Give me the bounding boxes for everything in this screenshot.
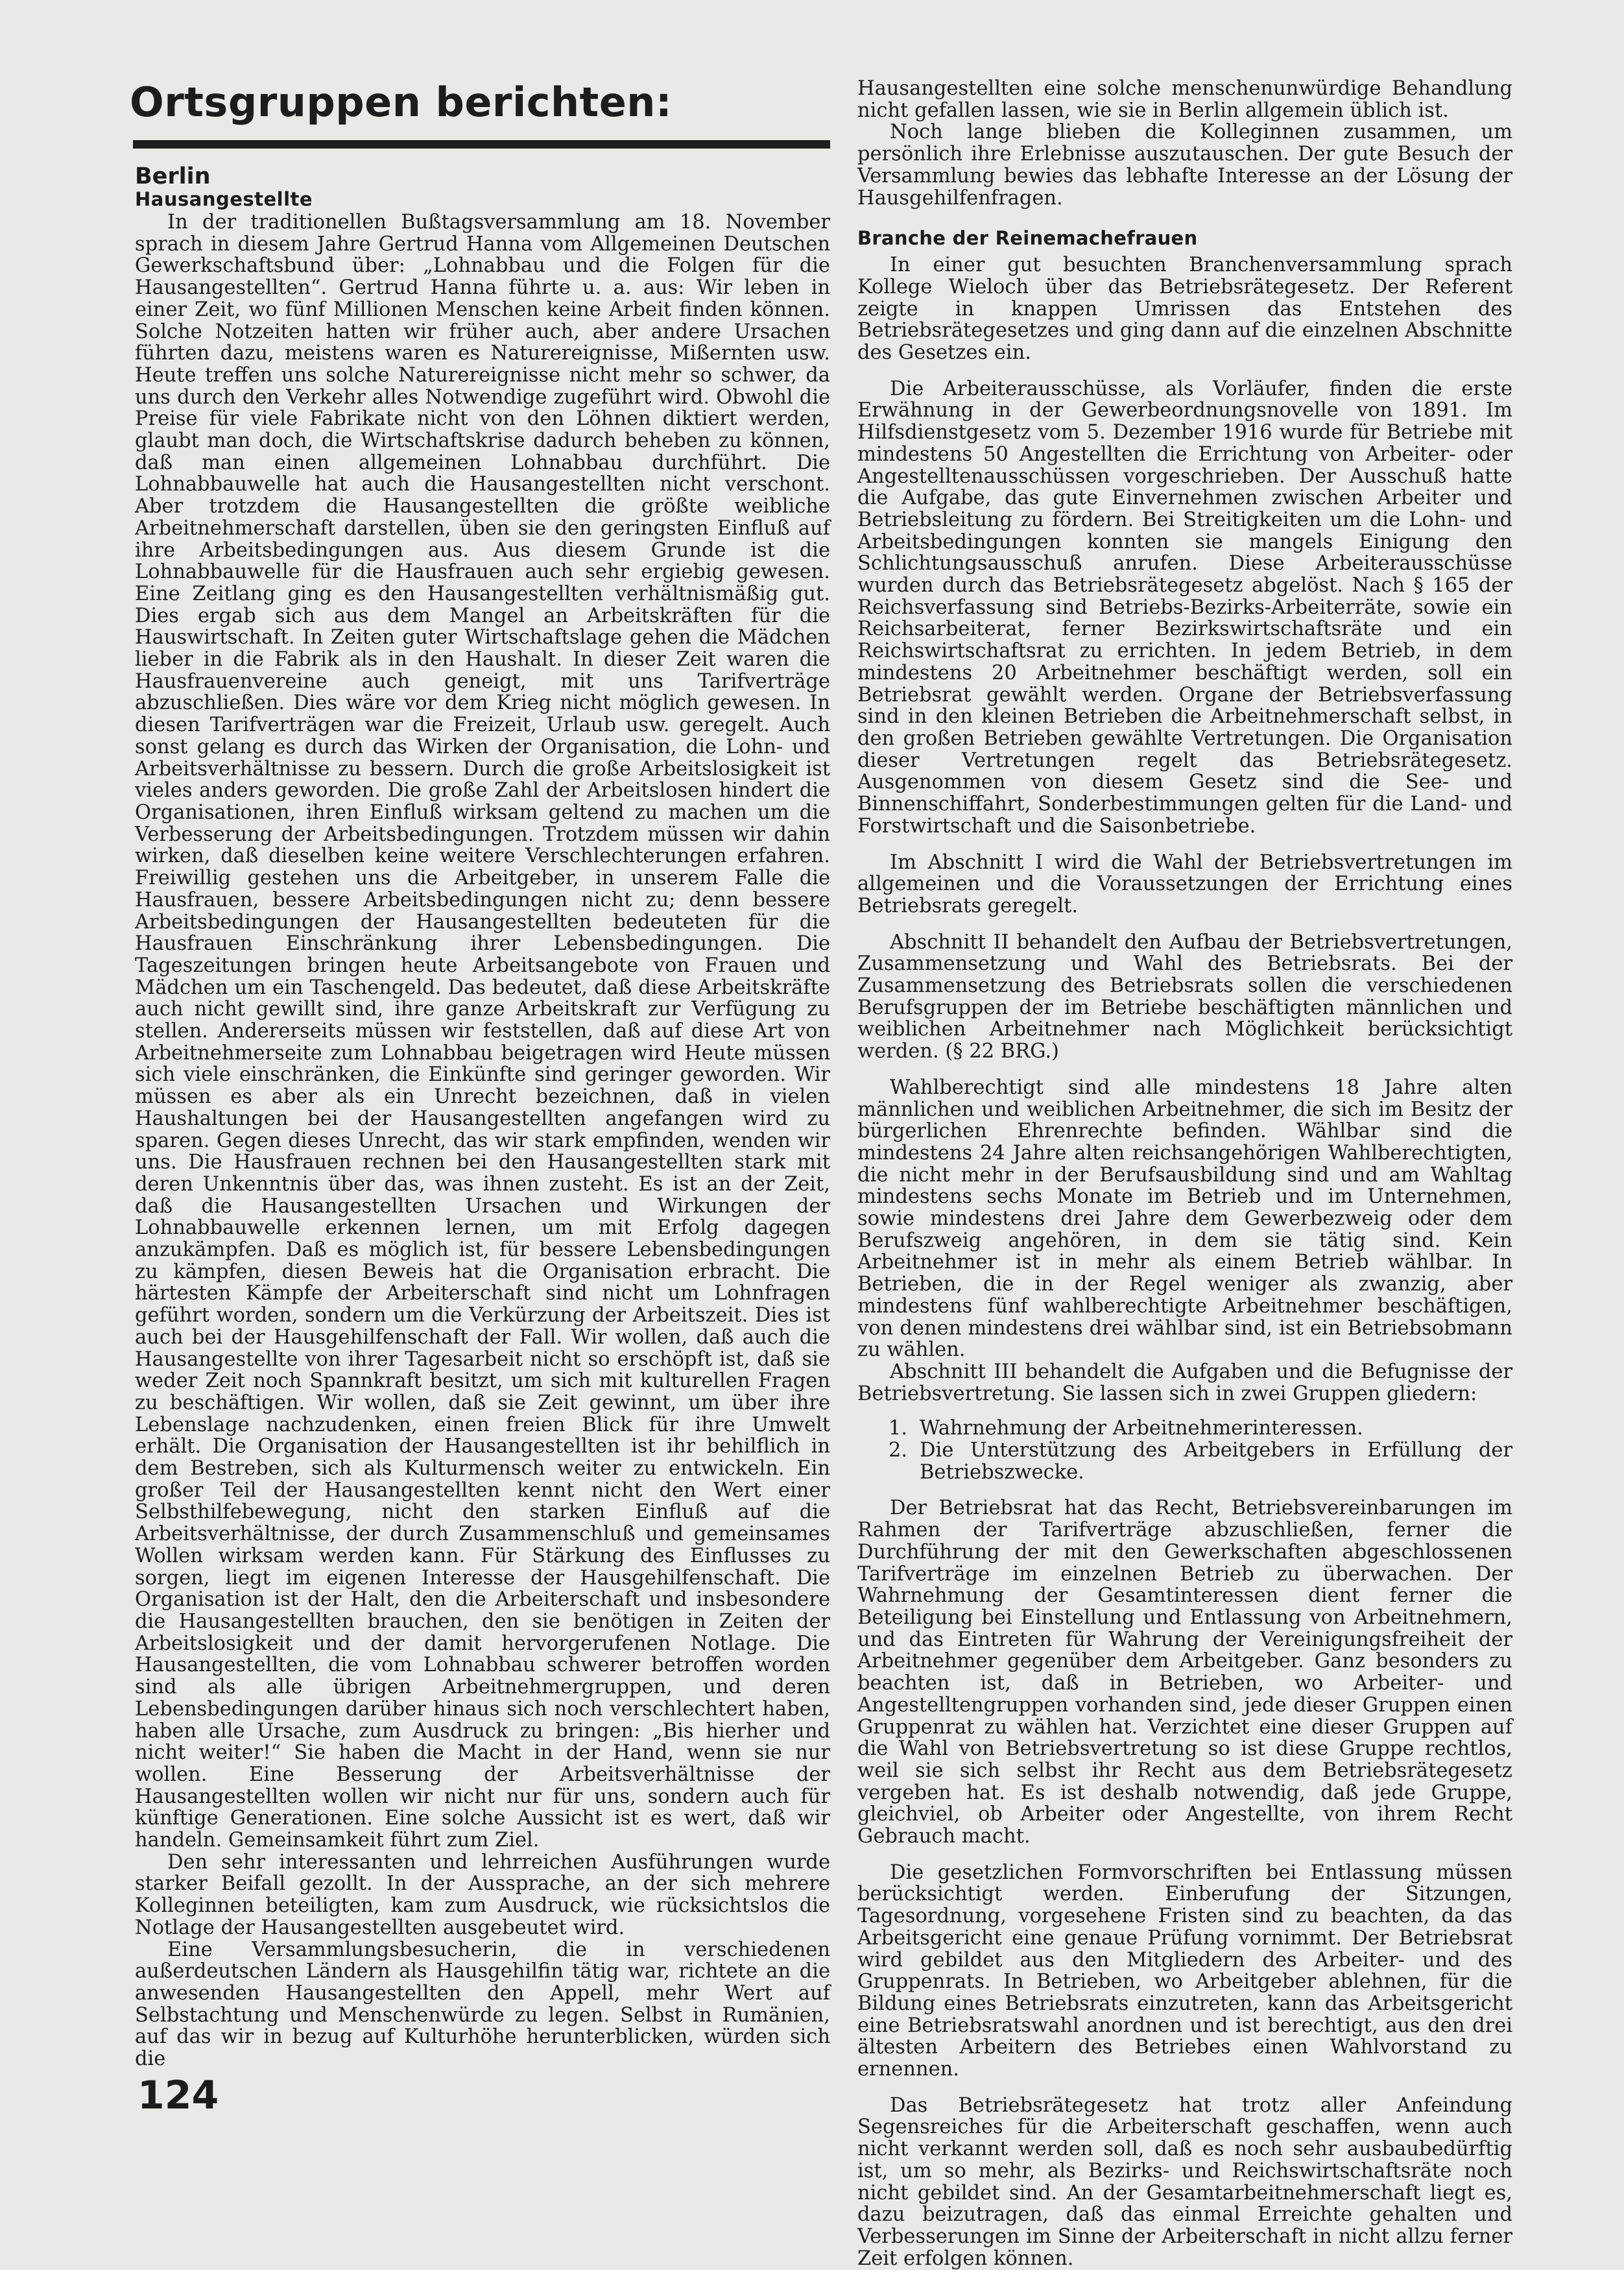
paragraph: Hausangestellten eine solche menschenunwürdige Behandlung nicht gefallen lassen, wie sie in Berlin allgemein üblich ist.	[857, 77, 1512, 122]
paragraph: Abschnitt II behandelt den Aufbau der Betriebsvertretungen, Zusammensetzung und Wahl des Betriebsrats. Bei der Zusammensetzung des Betriebsrats sollen die verschiedenen Berufsgruppen der im Betriebe beschäftigten männlichen und weiblichen Arbeitnehmer nach Möglichkeit berücksichtigt werden. (§ 22 BRG.)	[857, 930, 1512, 1063]
paragraph: Noch lange blieben die Kolleginnen zusammen, um persönlich ihre Erlebnisse auszutauschen. Der gute Besuch der Versammlung bewies das lebhafte Interesse an der Lösung der Hausgehilfenfragen.	[857, 121, 1512, 210]
section-heading-berlin: Berlin	[135, 163, 211, 189]
list-item-number: 2.	[889, 1439, 908, 1462]
paragraph: Der Betriebsrat hat das Recht, Betriebsvereinbarungen im Rahmen der Tarifverträge abzuschließen, ferner die Durchführung der mit den Gewerkschaften abgeschlossenen Tarifverträge im einzelnen Betrieb zu überwachen. Der Wahrnehmung der Gesamtinteressen dient ferner die Beteiligung bei Einstellung und Entlassung von Arbeitnehmern, und das Eintreten für Wahrung der Vereinigungsfreiheit der Arbeitnehmer gegenüber dem Arbeitgeber. Ganz besonders zu beachten ist, daß in Betrieben, wo Arbeiter- und Angestelltengruppen vorhanden sind, jede dieser Gruppen einen Gruppenrat zu wählen hat. Verzichtet eine dieser Gruppen auf die Wahl von Betriebsvertretung so ist diese Gruppe rechtlos, weil sie sich selbst ihr Recht aus dem Betriebsrätegesetz vergeben hat. Es ist deshalb notwendig, daß jede Gruppe, gleichviel, ob Arbeiter oder Angestellte, von ihrem Recht Gebrauch macht.	[857, 1497, 1512, 1848]
right-column	[857, 78, 1512, 2269]
section-subheading: Hausangestellte	[135, 188, 313, 210]
paragraph: Eine Versammlungsbesucherin, die in verschiedenen außerdeutschen Ländern als Hausgehilfin tätig war, richtete an die anwesenden Hausangestellten den Appell, mehr Wert auf Selbstachtung und Menschenwürde zu legen. Selbst in Rumänien, auf das wir in bezug auf Kulturhöhe herunterblicken, würden sich die	[135, 1938, 830, 2071]
paragraph: Das Betriebsrätegesetz hat trotz aller Anfeindung Segensreiches für die Arbeiterschaft geschaffen, wenn auch nicht verkannt werden soll, daß es noch sehr ausbaubedürftig ist, um so mehr, als Bezirks- und Reichswirtschaftsräte noch nicht gebildet sind. An der Gesamtarbeitnehmerschaft liegt es, dazu beizutragen, daß das einmal Erreichte gehalten und Verbesserungen im Sinne der Arbeiterschaft in nicht allzu ferner Zeit erfolgen können.	[857, 2094, 1512, 2270]
list-item	[857, 1440, 1512, 1483]
list-item	[857, 1418, 1512, 1440]
page-number: 124	[137, 2073, 219, 2118]
list-item-number: 1.	[889, 1417, 908, 1440]
paragraph: Die Arbeiterausschüsse, als Vorläufer, finden die erste Erwähnung in der Gewerbeordnungsnovelle von 1891. Im Hilfsdienstgesetz vom 5. Dezember 1916 wurde für Betriebe mit mindestens 50 Angestellten die Errichtung von Arbeiter- oder Angestelltenausschüssen vorgeschrieben. Der Ausschuß hatte die Aufgabe, das gute Einvernehmen zwischen Arbeiter und Betriebsleitung zu fördern. Bei Streitigkeiten um die Lohn- und Arbeitsbedingungen konnten sie mangels Einigung den Schlichtungsausschuß anrufen. Diese Arbeiterausschüsse wurden durch das Betriebsrätegesetz abgelöst. Nach § 165 der Reichsverfassung sind Betriebs-Bezirks-Arbeiterräte, sowie ein Reichsarbeiterat, ferner Bezirkswirtschaftsräte und ein Reichswirtschaftsrat zu errichten. In jedem Betrieb, in dem mindestens 20 Arbeitnehmer beschäftigt werden, soll ein Betriebsrat gewählt werden. Organe der Betriebsverfassung sind in den kleinen Betrieben die Arbeitnehmerschaft selbst, in den großen Betrieben gewählte Vertretungen. Die Organisation dieser Vertretungen regelt das Betriebsrätegesetz. Ausgenommen von diesem Gesetz sind die See- und Binnenschiffahrt, Sonderbestimmungen gelten für die Land- und Forstwirtschaft und die Saisonbetriebe.	[857, 377, 1512, 838]
list-item-text: Die Unterstützung des Arbeitgebers in Erfüllung der Betriebszwecke.	[920, 1439, 1512, 1484]
numbered-list	[857, 1418, 1512, 1483]
list-item-text: Wahrnehmung der Arbeitnehmerinteressen.	[920, 1417, 1363, 1440]
paragraph: In der traditionellen Bußtagsversammlung am 18. November sprach in diesem Jahre Gertrud Hanna vom Allgemeinen Deutschen Gewerkschaftsbund über: „Lohnabbau und die Folgen für die Hausangestellten“. Gertrud Hanna führte u. a. aus: Wir leben in einer Zeit, wo fünf Millionen Menschen keine Arbeit finden können. Solche Notzeiten hatten wir früher auch, aber andere Ursachen führten dazu, meistens waren es Naturereignisse, Mißernten usw. Heute treffen uns solche Naturereignisse nicht mehr so schwer, da uns durch den Verkehr alles Notwendige zugeführt wird. Obwohl die Preise für viele Fabrikate nicht von den Löhnen diktiert werden, glaubt man doch, die Wirtschaftskrise dadurch beheben zu können, daß man einen allgemeinen Lohnabbau durchführt. Die Lohnabbauwelle hat auch die Hausangestellten nicht verschont. Aber trotzdem die Hausangestellten die größte weibliche Arbeitnehmerschaft darstellen, üben sie den geringsten Einfluß auf ihre Arbeitsbedingungen aus. Aus diesem Grunde ist die Lohnabbauwelle für die Hausfrauen auch sehr ergiebig gewesen. Eine Zeitlang ging es den Hausangestellten verhältnismäßig gut. Dies ergab sich aus dem Mangel an Arbeitskräften für die Hauswirtschaft. In Zeiten guter Wirtschaftslage gehen die Mädchen lieber in die Fabrik als in den Haushalt. In dieser Zeit waren die Hausfrauenvereine auch geneigt, mit uns Tarifverträge abzuschließen. Dies wäre vor dem Krieg nicht möglich gewesen. In diesen Tarifverträgen war die Freizeit, Urlaub usw. geregelt. Auch sonst gelang es durch das Wirken der Organisation, die Lohn- und Arbeitsverhältnisse zu bessern. Durch die große Arbeitslosigkeit ist vieles anders geworden. Die große Zahl der Arbeitslosen hindert die Organisationen, ihren Einfluß wirksam geltend zu machen um die Verbesserung der Arbeitsbedingungen. Trotzdem müssen wir dahin wirken, daß dieselben keine weitere Verschlechterungen erfahren. Freiwillig gestehen uns die Arbeitgeber, in unserem Falle die Hausfrauen, bessere Arbeitsbedingungen nicht zu; denn bessere Arbeitsbedingungen der Hausangestellten bedeuteten für die Hausfrauen Einschränkung ihrer Lebensbedingungen. Die Tageszeitungen bringen heute Arbeitsangebote von Frauen und Mädchen um ein Taschengeld. Das bedeutet, daß diese Arbeitskräfte auch nicht gewillt sind, ihre ganze Arbeitskraft zur Verfügung zu stellen. Andererseits müssen wir feststellen, daß auf diese Art von Arbeitnehmerseite zum Lohnabbau beigetragen wird Heute müssen sich viele einschränken, die Einkünfte sind geringer geworden. Wir müssen es aber als ein Unrecht bezeichnen, daß in vielen Haushaltungen bei der Hausangestellten angefangen wird zu sparen. Gegen dieses Unrecht, das wir stark empfinden, wenden wir uns. Die Hausfrauen rechnen bei den Hausangestellten stark mit deren Unkenntnis über das, was ihnen zusteht. Es ist an der Zeit, daß die Hausangestellten Ursachen und Wirkungen der Lohnabbauwelle erkennen lernen, um mit Erfolg dagegen anzukämpfen. Daß es möglich ist, für bessere Lebensbedingungen zu kämpfen, diesen Beweis hat die Organisation erbracht. Die härtesten Kämpfe der Arbeiterschaft sind nicht um Lohnfragen geführt worden, sondern um die Verkürzung der Arbeitszeit. Dies ist auch bei der Hausgehilfenschaft der Fall. Wir wollen, daß auch die Hausangestellte von ihrer Tagesarbeit nicht so erschöpft ist, daß sie weder Zeit noch Spannkraft besitzt, um sich mit kulturellen Fragen zu beschäftigen. Wir wollen, daß sie Zeit gewinnt, um über ihre Lebenslage nachzudenken, einen freien Blick für ihre Umwelt erhält. Die Organisation der Hausangestellten ist ihr behilflich in dem Bestreben, sich als Kulturmensch weiter zu entwickeln. Ein großer Teil der Hausangestellten kennt nicht den Wert einer Selbsthilfebewegung, nicht den starken Einfluß auf die Arbeitsverhältnisse, der durch Zusammenschluß und gemeinsames Wollen wirksam werden kann. Für Stärkung des Einflusses zu sorgen, liegt im eigenen Interesse der Hausgehilfenschaft. Die Organisation ist der Halt, den die Arbeiterschaft und insbesondere die Hausangestellten brauchen, den sie benötigen in Zeiten der Arbeitslosigkeit und der damit hervorgerufenen Notlage. Die Hausangestellten, die vom Lohnabbau schwerer betroffen worden sind als alle übrigen Arbeitnehmergruppen, und deren Lebensbedingungen darüber hinaus sich noch verschlechtert haben, haben alle Ursache, zum Ausdruck zu bringen: „Bis hierher und nicht weiter!“ Sie haben die Macht in der Hand, wenn sie nur wollen. Eine Besserung der Arbeitsverhältnisse der Hausangestellten wollen wir nicht nur für uns, sondern auch für künftige Generationen. Eine solche Aussicht ist es wert, daß wir handeln. Gemeinsamkeit führt zum Ziel.	[135, 211, 830, 1852]
title-rule	[133, 140, 830, 149]
paragraph: Den sehr interessanten und lehrreichen Ausführungen wurde starker Beifall gezollt. In der Aussprache, an der sich mehrere Kolleginnen beteiligten, kam zum Ausdruck, wie rücksichtslos die Notlage der Hausangestellten ausgebeutet wird.	[135, 1850, 830, 1939]
branch-heading: Branche der Reinemachefrauen	[857, 227, 1198, 250]
paragraph: Wahlberechtigt sind alle mindestens 18 Jahre alten männlichen und weiblichen Arbeitnehmer, die sich im Besitz der bürgerlichen Ehrenrechte befinden. Wählbar sind die mindestens 24 Jahre alten reichsangehörigen Wahlberechtigten, die nicht mehr in der Berufsausbildung sind und am Wahltag mindestens sechs Monate im Betrieb und im Unternehmen, sowie mindestens drei Jahre dem Gewerbezweig oder dem Berufszweig angehören, in dem sie tätig sind. Kein Arbeitnehmer ist in mehr als einem Betrieb wählbar. In Betrieben, die in der Regel weniger als zwanzig, aber mindestens fünf wahlberechtigte Arbeitnehmer beschäftigen, von denen mindestens drei wählbar sind, ist ein Betriebsobmann zu wählen.	[857, 1076, 1512, 1362]
left-column	[135, 211, 830, 2070]
page-title: Ortsgruppen berichten:	[130, 78, 673, 126]
paragraph: Die gesetzlichen Formvorschriften bei Entlassung müssen berücksichtigt werden. Einberufung der Sitzungen, Tagesordnung, vorgesehene Fristen sind zu beachten, da das Arbeitsgericht eine genaue Prüfung vornimmt. Der Betriebsrat wird gebildet aus den Mitgliedern des Arbeiter- und des Gruppenrats. In Betrieben, wo Arbeitgeber ablehnen, für die Bildung eines Betriebsrats einzutreten, kann das Arbeitsgericht eine Betriebsratswahl anordnen und ist berechtigt, aus den drei ältesten Arbeitern des Betriebes einen Wahlvorstand zu ernennen.	[857, 1861, 1512, 2081]
paragraph: Im Abschnitt I wird die Wahl der Betriebsvertretungen im allgemeinen und die Voraussetzungen der Errichtung eines Betriebsrats geregelt.	[857, 851, 1512, 917]
paragraph: In einer gut besuchten Branchenversammlung sprach Kollege Wieloch über das Betriebsrätegesetz. Der Referent zeigte in knappen Umrissen das Entstehen des Betriebsrätegesetzes und ging dann auf die einzelnen Abschnitte des Gesetzes ein.	[857, 254, 1512, 365]
paragraph: Abschnitt III behandelt die Aufgaben und die Befugnisse der Betriebsvertretung. Sie lassen sich in zwei Gruppen gliedern:	[857, 1360, 1512, 1405]
